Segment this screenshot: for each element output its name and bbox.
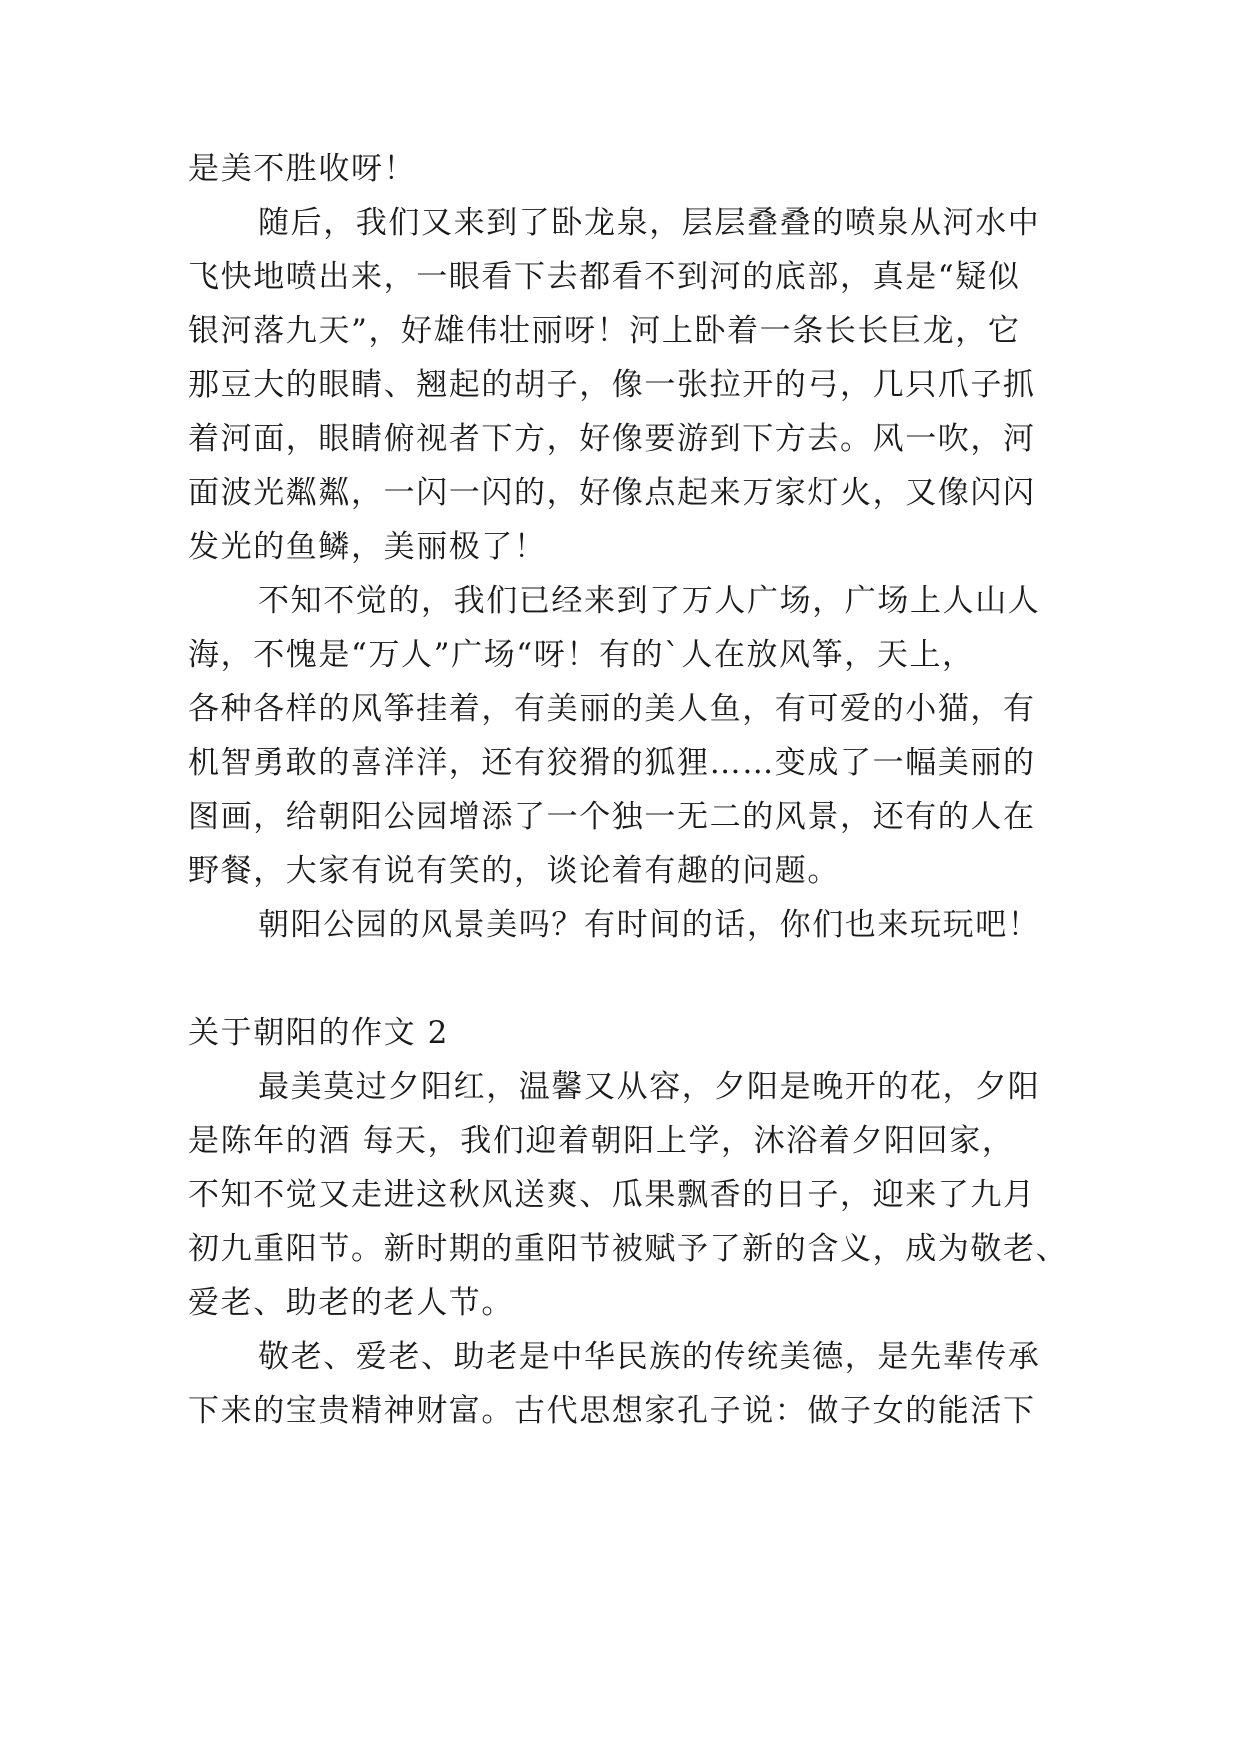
text-line: 是陈年的酒 每天，我们迎着朝阳上学，沐浴着夕阳回家， (188, 1123, 1015, 1159)
paragraph-start-line: 随后，我们又来到了卧龙泉，层层叠叠的喷泉从河水中 (258, 205, 1041, 241)
text-line: 着河面，眼睛俯视者下方，好像要游到下方去。风一吹，河 (188, 421, 1036, 457)
text-line: 是美不胜收呀！ (188, 151, 417, 187)
text-line: 海，不愧是“万人”广场“呀！有的`人在放风筝，天上， (188, 637, 975, 673)
text-line: 野餐，大家有说有笑的，谈论着有趣的问题。 (188, 853, 840, 889)
text-line: 银河落九天”，好雄伟壮丽呀！河上卧着一条长长巨龙，它 (188, 313, 1021, 349)
text-line: 发光的鱼鳞，美丽极了！ (188, 529, 547, 565)
paragraph-start-line: 朝阳公园的风景美吗？有时间的话，你们也来玩玩吧！ (258, 907, 1041, 943)
paragraph-start-line: 不知不觉的，我们已经来到了万人广场，广场上人山人 (258, 583, 1041, 619)
text-line: 面波光粼粼，一闪一闪的，好像点起来万家灯火，又像闪闪 (188, 475, 1036, 511)
text-line: 机智勇敢的喜洋洋，还有狡猾的狐狸……变成了一幅美丽的 (188, 745, 1036, 781)
paragraph-start-line: 敬老、爱老、助老是中华民族的传统美德，是先辈传承 (258, 1339, 1041, 1375)
text-line: 初九重阳节。新时期的重阳节被赋予了新的含义，成为敬老、 (188, 1231, 1069, 1267)
text-line: 不知不觉又走进这秋风送爽、瓜果飘香的日子，迎来了九月 (188, 1177, 1036, 1213)
section-heading: 关于朝阳的作文 2 (188, 1015, 449, 1051)
text-line: 各种各样的风筝挂着，有美丽的美人鱼，有可爱的小猫，有 (188, 691, 1036, 727)
paragraph-start-line: 最美莫过夕阳红，温馨又从容，夕阳是晚开的花，夕阳 (258, 1069, 1041, 1105)
text-line: 下来的宝贵精神财富。古代思想家孔子说：做子女的能活下 (188, 1393, 1036, 1429)
text-line: 那豆大的眼睛、翘起的胡子，像一张拉开的弓，几只爪子抓 (188, 367, 1036, 403)
text-line: 飞快地喷出来，一眼看下去都看不到河的底部，真是“疑似 (188, 259, 1021, 295)
text-line: 爱老、助老的老人节。 (188, 1285, 514, 1321)
text-line: 图画，给朝阳公园增添了一个独一无二的风景，还有的人在 (188, 799, 1036, 835)
